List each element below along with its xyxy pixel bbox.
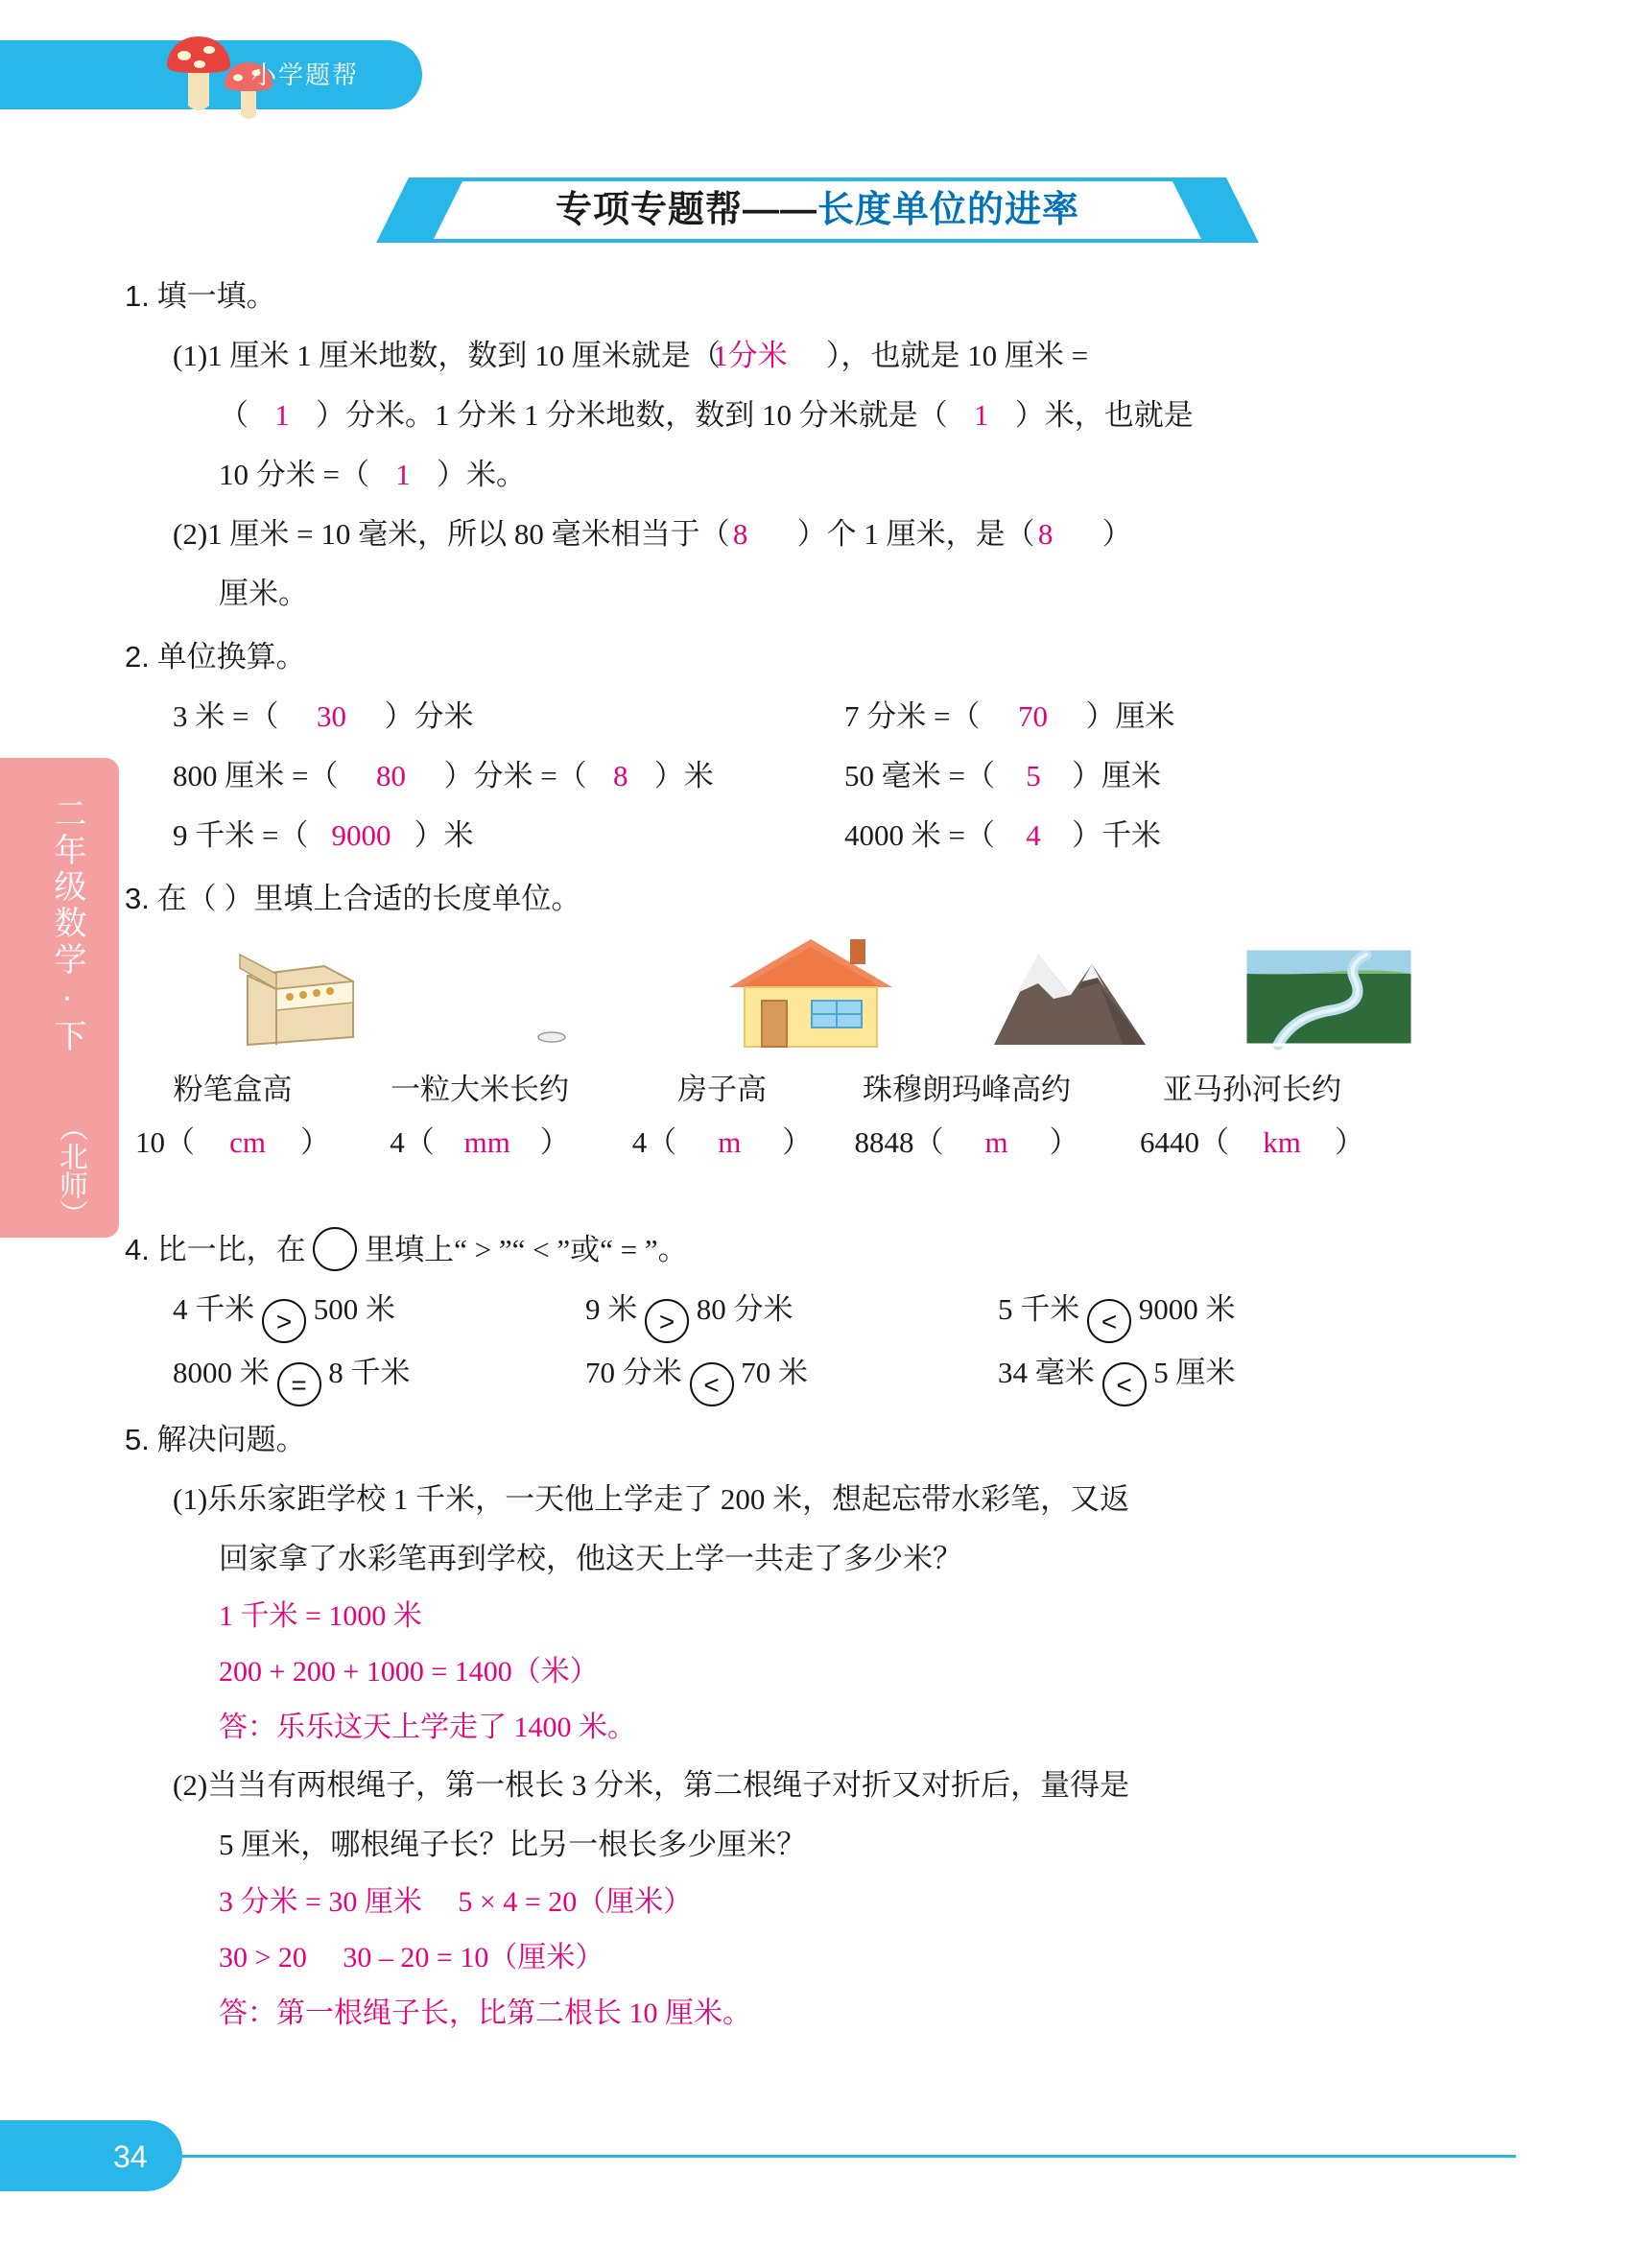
question-4-title-a: 比一比，在 (156, 1233, 306, 1266)
compare-item (998, 1343, 1410, 1406)
question-4-head (125, 1220, 1497, 1280)
picture-label: 粉笔盒高 (173, 1073, 293, 1106)
compare-right: 8 千米 (328, 1356, 411, 1389)
question-1-1-line2: （ 1 ）分米。1 分米 1 分米地数，数到 10 分米就是（ 1 ）米，也就是 (219, 386, 1497, 445)
brand-label: 小学题帮 (251, 60, 360, 89)
question-1 (125, 267, 1497, 624)
compare-right: 70 米 (741, 1356, 808, 1389)
question-5-1-line2: 回家拿了水彩笔再到学校，他这天上学一共走了多少米？ (219, 1542, 962, 1575)
question-4-number: 4. (125, 1233, 150, 1266)
compare-sign: > (262, 1299, 306, 1343)
compare-sign: > (645, 1299, 689, 1343)
question-5-1 (173, 1470, 1497, 1529)
question-5-number: 5. (125, 1423, 150, 1456)
problem-text: 当当有两根绳子，第一根长 3 分米，第二根绳子对折又对折后，量得是 (207, 1768, 1130, 1802)
answer-blank: 5 (1026, 759, 1041, 792)
question-2-number: 2. (125, 640, 150, 673)
question-1-number: 1. (125, 279, 150, 313)
answer-blank: km (1263, 1125, 1301, 1159)
answer-blank: 1 (395, 458, 411, 491)
answer-blank: 1 (274, 398, 290, 432)
compare-sign: = (277, 1362, 321, 1406)
unit-value: 10（ (135, 1125, 195, 1159)
conversion-right-1: 7 分米 =（ 70 ）厘米 (844, 687, 1382, 746)
picture-chalk-box (163, 945, 422, 1055)
question-1-head (125, 267, 1497, 326)
compare-item (173, 1280, 585, 1343)
answer-blank: 8 (732, 517, 748, 551)
question-3-title: 在（ ）里填上合适的长度单位。 (156, 882, 581, 915)
empty-circle-icon (313, 1227, 357, 1271)
paren-close: ） (782, 1125, 813, 1159)
compare-item (173, 1343, 585, 1406)
compare-sign: < (1102, 1362, 1147, 1406)
item-label: (1) (173, 1482, 208, 1516)
conversion-left-3: 9 千米 =（ 9000 ）米 (173, 806, 844, 865)
conversion-left-1: 3 米 =（ 30 ）分米 (173, 687, 844, 746)
unit-blank-item (1108, 1118, 1396, 1168)
page-number: 34 (113, 2139, 148, 2174)
picture-label: 房子高 (677, 1073, 767, 1106)
compare-item (585, 1280, 998, 1343)
paren-close: ） (539, 1125, 570, 1159)
question-2-title: 单位换算。 (156, 640, 306, 673)
compare-row-1 (173, 1280, 1497, 1343)
answer-blank: 4 (1026, 818, 1041, 852)
conversion-row-3 (173, 806, 1497, 865)
grade-label: 二年级数学·下 (49, 796, 85, 1055)
unit-blank-item (825, 1118, 1108, 1168)
question-5 (125, 1410, 1497, 2042)
answer-blank: 8 (1037, 517, 1054, 551)
question-3-head (125, 869, 1497, 929)
conversion-right-3: 4000 米 =（ 4 ）千米 (844, 806, 1382, 865)
footer-rule (182, 2155, 1516, 2158)
picture-mountain (940, 935, 1199, 1055)
question-4 (125, 1220, 1497, 1406)
compare-item (585, 1343, 998, 1406)
solution-answer: 答：乐乐这天上学走了 1400 米。 (219, 1712, 636, 1743)
compare-sign: < (690, 1362, 734, 1406)
compare-right: 5 厘米 (1153, 1356, 1236, 1389)
question-1-2: (2)1 厘米 = 10 毫米，所以 80 毫米相当于（ 8 ）个 1 厘米，是（ 8 ） (173, 505, 1497, 564)
picture-label: 珠穆朗玛峰高约 (863, 1073, 1071, 1106)
problem-text: 乐乐家距学校 1 千米，一天他上学走了 200 米，想起忘带水彩笔，又返 (207, 1482, 1130, 1516)
item-label: (1) (173, 339, 208, 372)
solution-line: 3 分米 = 30 厘米 5 × 4 = 20（厘米） (219, 1886, 693, 1918)
answer-blank: cm (229, 1125, 266, 1159)
compare-right: 500 米 (313, 1292, 395, 1326)
question-1-1-line3: 10 分米 =（ 1 ）米。 (219, 445, 1497, 505)
question-5-2-line2: 5 厘米，哪根绳子长？比另一根长多少厘米？ (219, 1828, 807, 1861)
solution-line: 200 + 200 + 1000 = 1400（米） (219, 1656, 599, 1688)
unit-value: 4（ (631, 1125, 677, 1159)
compare-right: 80 分米 (696, 1292, 793, 1326)
title-prefix: 专项专题帮—— (555, 190, 817, 230)
question-1-title: 填一填。 (156, 279, 276, 313)
picture-label: 亚马孙河长约 (1163, 1073, 1341, 1106)
picture-river (1199, 943, 1458, 1055)
picture-house (681, 933, 940, 1055)
paren-close: ） (1049, 1125, 1079, 1159)
question-5-title: 解决问题。 (156, 1423, 306, 1456)
answer-blank: 1分米 (713, 339, 788, 372)
compare-left: 34 毫米 (998, 1356, 1095, 1389)
picture-rice-grain (422, 945, 681, 1055)
conversion-left-2: 800 厘米 =（ 80 ）分米 =（ 8 ）米 (173, 746, 844, 806)
answer-blank: 9000 (331, 818, 391, 852)
item-label: (2) (173, 517, 208, 551)
answer-blank: 30 (316, 699, 346, 733)
question-3-number: 3. (125, 882, 150, 915)
page-title (376, 183, 1259, 237)
answer-blank: 70 (1017, 699, 1048, 733)
answer-blank: 80 (375, 759, 406, 792)
question-5-head (125, 1410, 1497, 1470)
house-icon (720, 933, 902, 1051)
unit-blank-item (125, 1118, 341, 1168)
unit-value: 4（ (390, 1125, 435, 1159)
solution-line: 30 > 20 30 – 20 = 10（厘米） (219, 1942, 604, 1973)
title-topic: 长度单位的进率 (817, 190, 1080, 230)
river-photo-icon (1240, 943, 1418, 1051)
compare-sign: < (1087, 1299, 1131, 1343)
section-title-ribbon (376, 177, 1259, 243)
unit-blank-item (619, 1118, 825, 1168)
conversion-row-1 (173, 687, 1497, 746)
answer-blank: 8 (612, 759, 628, 792)
question-4-title-b: 里填上“ > ”“ < ”或“ = ”。 (365, 1233, 688, 1266)
mountain-icon (979, 935, 1161, 1051)
question-1-2-line2: 厘米。 (219, 577, 308, 610)
solution-line: 1 千米 = 1000 米 (219, 1600, 422, 1632)
question-3-labels (125, 1065, 1497, 1115)
answer-blank: 1 (974, 398, 989, 432)
question-5-2 (173, 1756, 1497, 1815)
compare-item (998, 1280, 1410, 1343)
chalk-box-icon (221, 945, 365, 1051)
compare-left: 4 千米 (173, 1292, 255, 1326)
publisher-label: （北师） (55, 1113, 86, 1228)
paren-close: ） (300, 1125, 330, 1159)
answer-blank: m (718, 1125, 742, 1159)
unit-blank-item (341, 1118, 619, 1168)
compare-left: 8000 米 (173, 1356, 270, 1389)
answer-blank: m (984, 1125, 1008, 1159)
question-3-picture-row (163, 940, 1458, 1055)
question-2-head (125, 627, 1497, 687)
picture-label: 一粒大米长约 (391, 1073, 569, 1106)
unit-value: 8848（ (854, 1125, 944, 1159)
compare-left: 9 米 (585, 1292, 638, 1326)
rice-grain-icon (480, 945, 624, 1051)
item-label: (2) (173, 1768, 208, 1802)
question-3-unit-blanks (125, 1118, 1497, 1168)
conversion-row-2 (173, 746, 1497, 806)
question-2 (125, 627, 1497, 865)
compare-left: 70 分米 (585, 1356, 682, 1389)
paren-close: ） (1335, 1125, 1364, 1159)
question-1-1: (1)1 厘米 1 厘米地数，数到 10 厘米就是（1分米 ），也就是 10 厘米 = (173, 326, 1497, 386)
compare-row-2 (173, 1343, 1497, 1406)
unit-value: 6440（ (1140, 1125, 1229, 1159)
conversion-right-2: 50 毫米 =（ 5 ）厘米 (844, 746, 1382, 806)
answer-blank: mm (463, 1125, 510, 1159)
solution-answer: 答：第一根绳子长，比第二根长 10 厘米。 (219, 1997, 751, 2029)
compare-left: 5 千米 (998, 1292, 1080, 1326)
compare-right: 9000 米 (1138, 1292, 1236, 1326)
